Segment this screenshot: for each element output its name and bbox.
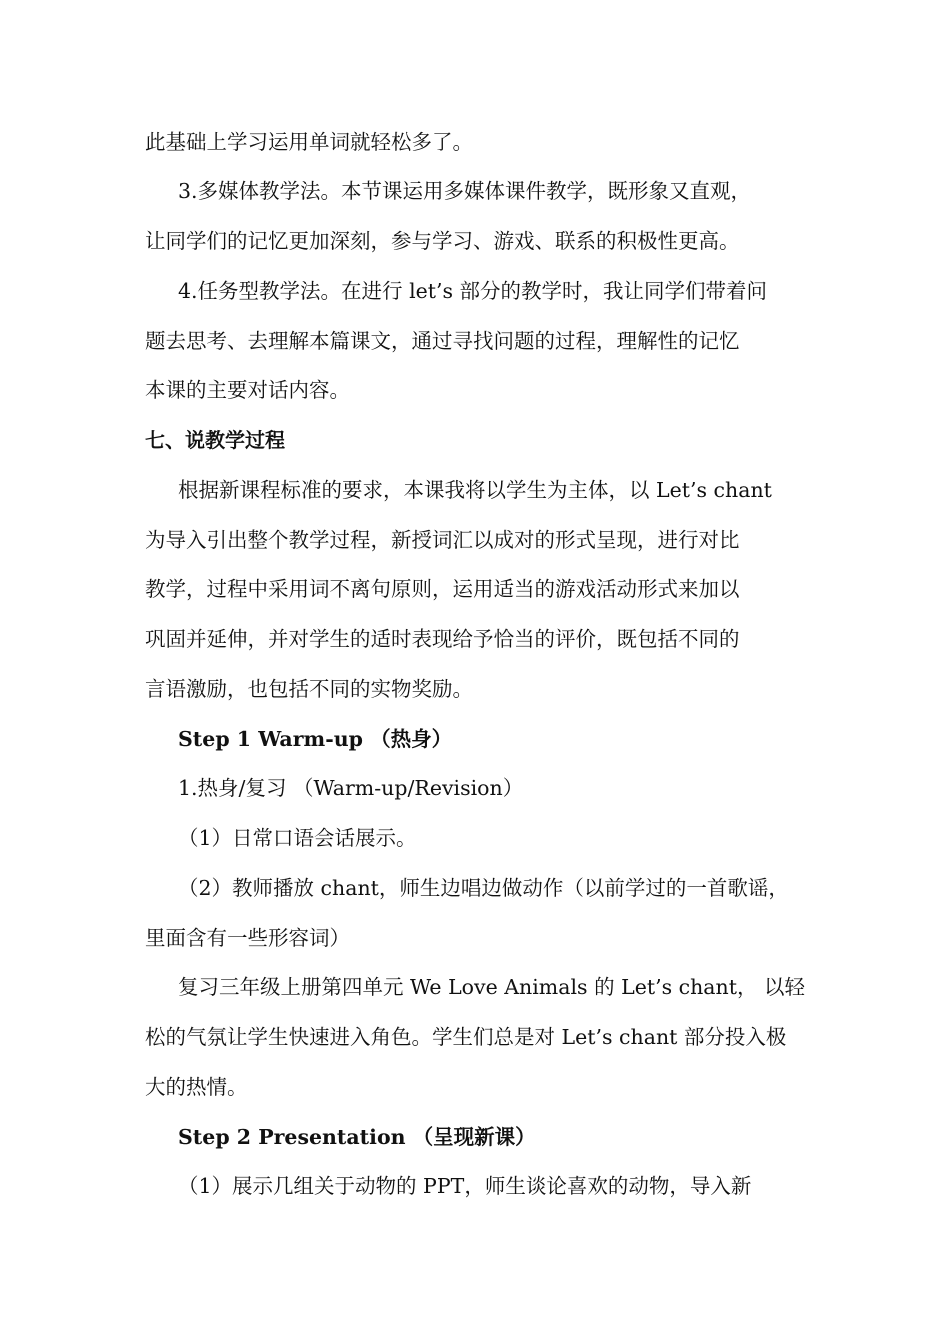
step-heading: Step 2 Presentation （呈现新课） (178, 1125, 536, 1149)
paragraph-line: 教学，过程中采用词不离句原则，运用适当的游戏活动形式来加以 (145, 577, 740, 601)
paragraph-line: （2）教师播放 chant，师生边唱边做动作（以前学过的一首歌谣， (178, 876, 789, 900)
paragraph-line: 让同学们的记忆更加深刻，参与学习、游戏、联系的积极性更高。 (145, 229, 740, 253)
paragraph-line: 大的热情。 (145, 1075, 248, 1099)
paragraph-line: （1）日常口语会话展示。 (178, 826, 417, 850)
paragraph-line: 题去思考、去理解本篇课文，通过寻找问题的过程，理解性的记忆 (145, 329, 740, 353)
paragraph-line: 根据新课程标准的要求，本课我将以学生为主体，以 Let’s chant (178, 478, 772, 502)
paragraph-line: 本课的主要对话内容。 (145, 378, 350, 402)
paragraph-line: 为导入引出整个教学过程，新授词汇以成对的形式呈现，进行对比 (145, 528, 740, 552)
paragraph-line: 巩固并延伸，并对学生的适时表现给予恰当的评价，既包括不同的 (145, 627, 740, 651)
paragraph-line: 4.任务型教学法。在进行 let’s 部分的教学时，我让同学们带着问 (178, 279, 768, 303)
paragraph-line: 松的气氛让学生快速进入角色。学生们总是对 Let’s chant 部分投入极 (145, 1025, 787, 1049)
paragraph-line: 里面含有一些形容词） (145, 926, 350, 950)
paragraph-line: 复习三年级上册第四单元 We Love Animals 的 Let’s chant， 以轻 (178, 975, 805, 999)
step-heading: Step 1 Warm-up （热身） (178, 727, 453, 751)
section-heading: 七、说教学过程 (145, 428, 285, 452)
paragraph-line: 此基础上学习运用单词就轻松多了。 (145, 130, 473, 154)
paragraph-line: 言语激励，也包括不同的实物奖励。 (145, 677, 473, 701)
paragraph-line: （1）展示几组关于动物的 PPT，师生谈论喜欢的动物，导入新 (178, 1174, 752, 1198)
paragraph-line: 1.热身/复习 （Warm-up/Revision） (178, 776, 524, 800)
paragraph-line: 3.多媒体教学法。本节课运用多媒体课件教学，既形象又直观， (178, 179, 752, 203)
